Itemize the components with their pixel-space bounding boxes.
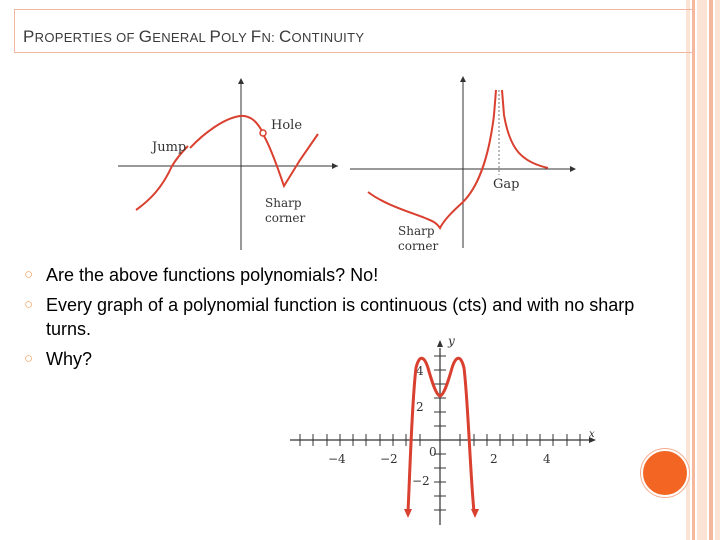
bullet-text: Why? <box>46 349 93 369</box>
poly-x-tick-label: −2 <box>380 452 398 466</box>
poly-x-tick-label: 2 <box>490 452 498 466</box>
poly-y-tick-label: 2 <box>416 400 424 414</box>
decorative-stripe <box>686 0 690 540</box>
left-graph-curve-upper <box>190 116 262 148</box>
slide-title <box>23 27 364 47</box>
poly-x-tick-label: −4 <box>328 452 346 466</box>
left-graph-hole-marker <box>260 130 266 136</box>
bullet-item <box>24 263 664 287</box>
poly-x-axis-label: x <box>589 429 595 440</box>
decorative-stripe <box>697 0 707 540</box>
poly-curve-right-arrow <box>471 509 479 518</box>
poly-curve-left-arrow <box>404 509 412 518</box>
title-cap: P <box>209 27 222 46</box>
title-cap: P <box>23 27 35 46</box>
decorative-circle <box>641 449 689 497</box>
discontinuity-figure <box>110 70 590 255</box>
right-graph-curve-right <box>502 90 548 168</box>
hollow-circle-bullet-icon: ○ <box>24 350 34 367</box>
right-graph-x-arrow <box>570 166 576 172</box>
poly-curve <box>408 358 474 512</box>
label-corner-right: corner <box>398 239 439 253</box>
title-box <box>14 9 693 53</box>
title-small: ROPERTIES OF <box>34 30 139 45</box>
left-graph-curve-lower <box>136 146 188 210</box>
label-jump: Jump <box>152 140 187 155</box>
title-cap: G <box>138 27 153 46</box>
poly-y-tick-label: 4 <box>416 364 424 378</box>
poly-y-tick-label: −2 <box>412 474 430 488</box>
decorative-stripe <box>709 0 713 540</box>
decorative-stripe <box>715 0 720 540</box>
right-graph-curve-left <box>368 90 496 228</box>
left-graph-x-arrow <box>332 163 338 169</box>
label-sharp-right: Sharp <box>398 224 435 238</box>
title-small: ENERAL <box>152 30 210 45</box>
title-cap: C <box>278 27 292 46</box>
label-hole: Hole <box>271 118 303 133</box>
label-gap: Gap <box>493 177 520 192</box>
poly-y-axis-label: y <box>448 334 455 348</box>
label-corner-left: corner <box>265 211 306 225</box>
bullet-text: Every graph of a polynomial function is continuous (cts) and with no sharp turns. <box>46 295 635 339</box>
left-graph-curve-corner <box>264 134 318 186</box>
poly-x-tick-label: 4 <box>543 452 551 466</box>
polynomial-graph <box>285 330 605 530</box>
hollow-circle-bullet-icon: ○ <box>24 296 34 313</box>
poly-x-tick-label: 0 <box>429 445 437 459</box>
poly-y-arrow <box>437 340 443 347</box>
label-sharp-left: Sharp <box>265 196 302 210</box>
hollow-circle-bullet-icon: ○ <box>24 266 34 283</box>
title-small: N: <box>261 30 279 45</box>
right-graph-y-arrow <box>460 76 466 82</box>
title-small: ONTINUITY <box>291 30 365 45</box>
bullet-text: Are the above functions polynomials? No! <box>46 265 379 285</box>
title-small: OLY <box>221 30 251 45</box>
title-cap: F <box>250 27 262 46</box>
decorative-stripe <box>692 0 695 540</box>
left-graph-y-arrow <box>238 78 244 84</box>
